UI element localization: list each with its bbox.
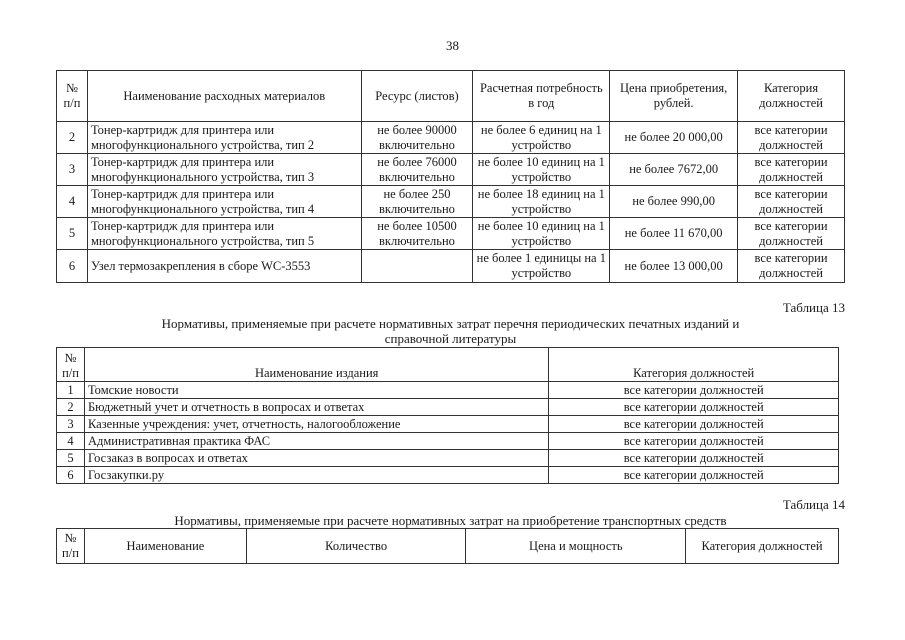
category-cell: все категории должностей	[549, 467, 839, 484]
table-header-row	[57, 71, 845, 122]
row-number: 3	[57, 154, 88, 186]
price-cell: не более 20 000,00	[610, 122, 738, 154]
price-cell: не более 11 670,00	[610, 218, 738, 250]
table-row	[57, 416, 839, 433]
row-number: 4	[57, 433, 85, 450]
header-cell: Наименование	[84, 529, 246, 564]
header-cell: Наименование расходных материалов	[87, 71, 361, 122]
vehicles-table	[56, 528, 839, 564]
category-cell: все категории должностей	[738, 186, 845, 218]
category-cell: все категории должностей	[738, 250, 845, 283]
table-row	[57, 250, 845, 283]
table-row	[57, 154, 845, 186]
row-number: 5	[57, 450, 85, 467]
demand-cell: не более 6 единиц на 1 устройство	[473, 122, 610, 154]
demand-cell: не более 10 единиц на 1 устройство	[473, 218, 610, 250]
price-cell: не более 7672,00	[610, 154, 738, 186]
row-number: 2	[57, 399, 85, 416]
item-name: Тонер-картридж для принтера или многофункционального устройства, тип 2	[87, 122, 361, 154]
header-cell: Цена приобретения, рублей.	[610, 71, 738, 122]
publication-name: Административная практика ФАС	[84, 433, 548, 450]
consumables-table	[56, 70, 845, 283]
publication-name: Томские новости	[84, 382, 548, 399]
category-cell: все категории должностей	[549, 450, 839, 467]
category-cell: все категории должностей	[738, 154, 845, 186]
table13-label: Таблица 13	[782, 300, 845, 315]
resource-cell: не более 76000 включительно	[361, 154, 473, 186]
row-number: 4	[57, 186, 88, 218]
table14-label: Таблица 14	[782, 497, 845, 512]
row-number: 1	[57, 382, 85, 399]
table-header-row	[57, 348, 839, 382]
table-header-row	[57, 529, 839, 564]
publication-name: Бюджетный учет и отчетность в вопросах и ответах	[84, 399, 548, 416]
row-number: 2	[57, 122, 88, 154]
row-number: 6	[57, 467, 85, 484]
header-cell: № п/п	[57, 348, 85, 382]
item-name: Тонер-картридж для принтера или многофункционального устройства, тип 5	[87, 218, 361, 250]
header-cell: Наименование издания	[84, 348, 548, 382]
table-row	[57, 186, 845, 218]
item-name: Тонер-картридж для принтера или многофункционального устройства, тип 4	[87, 186, 361, 218]
resource-cell: не более 250 включительно	[361, 186, 473, 218]
header-cell: Категория должностей	[686, 529, 839, 564]
table14-title: Нормативы, применяемые при расчете нормативных затрат на приобретение транспортных средств	[174, 513, 727, 528]
row-number: 5	[57, 218, 88, 250]
category-cell: все категории должностей	[549, 433, 839, 450]
publication-name: Госзакупки.ру	[84, 467, 548, 484]
publications-table	[56, 347, 839, 484]
table-row	[57, 399, 839, 416]
category-cell: все категории должностей	[549, 416, 839, 433]
demand-cell: не более 18 единиц на 1 устройство	[473, 186, 610, 218]
demand-cell: не более 10 единиц на 1 устройство	[473, 154, 610, 186]
header-cell: Ресурс (листов)	[361, 71, 473, 122]
item-name: Узел термозакрепления в сборе WC-3553	[87, 250, 361, 283]
table-row	[57, 122, 845, 154]
resource-cell	[361, 250, 473, 283]
row-number: 3	[57, 416, 85, 433]
resource-cell: не более 90000 включительно	[361, 122, 473, 154]
category-cell: все категории должностей	[738, 218, 845, 250]
table-row	[57, 218, 845, 250]
header-cell: Количество	[246, 529, 466, 564]
header-cell: Цена и мощность	[466, 529, 686, 564]
demand-cell: не более 1 единицы на 1 устройство	[473, 250, 610, 283]
header-cell: № п/п	[57, 71, 88, 122]
table-row	[57, 433, 839, 450]
header-cell: Категория должностей	[549, 348, 839, 382]
price-cell: не более 13 000,00	[610, 250, 738, 283]
header-cell: Категория должностей	[738, 71, 845, 122]
header-cell: № п/п	[57, 529, 85, 564]
category-cell: все категории должностей	[549, 382, 839, 399]
table-row	[57, 450, 839, 467]
table13-title: Нормативы, применяемые при расчете нормативных затрат перечня периодических печатных изданий и справочной литературы	[161, 316, 740, 346]
table-row	[57, 467, 839, 484]
page-number: 38	[446, 38, 459, 53]
category-cell: все категории должностей	[549, 399, 839, 416]
publication-name: Госзаказ в вопросах и ответах	[84, 450, 548, 467]
row-number: 6	[57, 250, 88, 283]
price-cell: не более 990,00	[610, 186, 738, 218]
category-cell: все категории должностей	[738, 122, 845, 154]
resource-cell: не более 10500 включительно	[361, 218, 473, 250]
publication-name: Казенные учреждения: учет, отчетность, налогообложение	[84, 416, 548, 433]
table-row	[57, 382, 839, 399]
item-name: Тонер-картридж для принтера или многофункционального устройства, тип 3	[87, 154, 361, 186]
header-cell: Расчетная потребность в год	[473, 71, 610, 122]
